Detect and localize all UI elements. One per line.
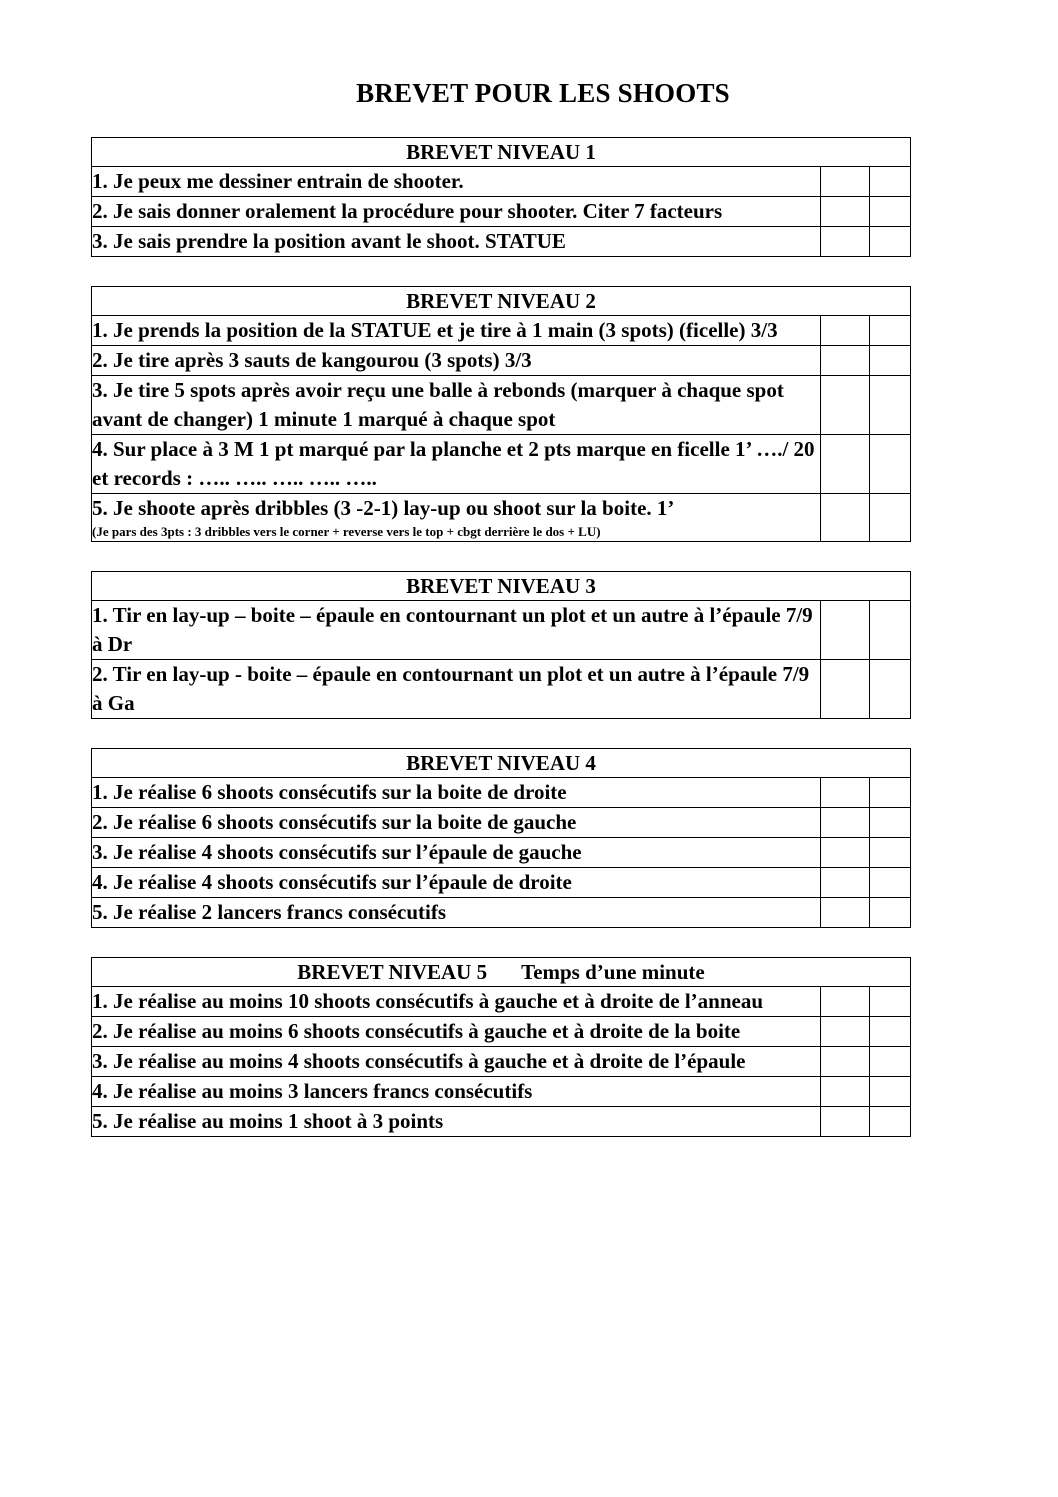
check-box[interactable] [821, 660, 870, 719]
item-text: 1. Tir en lay-up – boite – épaule en contournant un plot et un autre à l’épaule 7/9 à Dr [92, 601, 821, 660]
check-box[interactable] [870, 167, 911, 197]
table-row [92, 197, 911, 227]
item-text: 3. Je réalise au moins 4 shoots consécutifs à gauche et à droite de l’épaule [92, 1047, 821, 1077]
item-text: 4. Je réalise au moins 3 lancers francs consécutifs [92, 1077, 821, 1107]
check-box[interactable] [870, 227, 911, 257]
level-5-table [91, 957, 911, 1137]
check-box[interactable] [870, 898, 911, 928]
levels-container [91, 137, 911, 1166]
item-text: 3. Je sais prendre la position avant le shoot. STATUE [92, 227, 821, 257]
check-box[interactable] [870, 435, 911, 494]
check-box[interactable] [821, 227, 870, 257]
check-box[interactable] [870, 494, 911, 542]
check-box[interactable] [869, 987, 910, 1017]
check-box[interactable] [820, 987, 869, 1017]
check-box[interactable] [821, 346, 870, 376]
check-box[interactable] [821, 838, 870, 868]
item-text: 2. Tir en lay-up - boite – épaule en contournant un plot et un autre à l’épaule 7/9 à Ga [92, 660, 821, 719]
item-note: (Je pars des 3pts : 3 dribbles vers le corner + reverse vers le top + cbgt derrière le dos + LU) [92, 524, 601, 539]
check-box[interactable] [821, 868, 870, 898]
item-text: 2. Je sais donner oralement la procédure pour shooter. Citer 7 facteurs [92, 197, 821, 227]
level-header: BREVET NIVEAU 4 [92, 749, 911, 778]
item-cell [92, 494, 821, 542]
page-title: BREVET POUR LES SHOOTS [356, 78, 730, 108]
item-text: 2. Je réalise 6 shoots consécutifs sur la boite de gauche [92, 808, 821, 838]
table-row [92, 227, 911, 257]
check-box[interactable] [821, 197, 870, 227]
item-text: 5. Je réalise au moins 1 shoot à 3 points [92, 1107, 821, 1137]
check-box[interactable] [821, 778, 870, 808]
item-text: 3. Je tire 5 spots après avoir reçu une balle à rebonds (marquer à chaque spot avant de changer) 1 minute 1 marqué à chaque spot [92, 376, 821, 435]
check-box[interactable] [869, 1107, 910, 1137]
check-box[interactable] [870, 316, 911, 346]
item-text: 3. Je réalise 4 shoots consécutifs sur l’épaule de gauche [92, 838, 821, 868]
level-header-extra: Temps d’une minute [521, 960, 705, 984]
table-row [92, 346, 911, 376]
table-row [92, 987, 911, 1017]
level-2-table [91, 286, 911, 542]
level-4-table [91, 748, 911, 928]
item-text: 4. Je réalise 4 shoots consécutifs sur l’épaule de droite [92, 868, 821, 898]
item-text: 1. Je prends la position de la STATUE et je tire à 1 main (3 spots) (ficelle) 3/3 [92, 316, 821, 346]
table-row [92, 1017, 911, 1047]
table-row [92, 808, 911, 838]
level-header-title: BREVET NIVEAU 5 [297, 960, 488, 984]
check-box[interactable] [870, 601, 911, 660]
table-row [92, 376, 911, 435]
check-box[interactable] [821, 898, 870, 928]
table-row [92, 1047, 911, 1077]
check-box[interactable] [870, 778, 911, 808]
check-box[interactable] [870, 376, 911, 435]
check-box[interactable] [870, 868, 911, 898]
level-header: BREVET NIVEAU 1 [92, 138, 911, 167]
level-3-table [91, 571, 911, 719]
check-box[interactable] [821, 376, 870, 435]
item-text: 2. Je réalise au moins 6 shoots consécutifs à gauche et à droite de la boite [92, 1017, 821, 1047]
check-box[interactable] [869, 1047, 910, 1077]
item-text: 1. Je peux me dessiner entrain de shooter. [92, 167, 821, 197]
table-row [92, 601, 911, 660]
item-text: 5. Je réalise 2 lancers francs consécutifs [92, 898, 821, 928]
check-box[interactable] [870, 808, 911, 838]
table-row [92, 1077, 911, 1107]
check-box[interactable] [821, 808, 870, 838]
item-text: 4. Sur place à 3 M 1 pt marqué par la planche et 2 pts marque en ficelle 1’ …./ 20 et records : ….. ….. ….. ….. ….. [92, 435, 821, 494]
check-box[interactable] [870, 346, 911, 376]
table-row [92, 494, 911, 542]
table-row [92, 778, 911, 808]
check-box[interactable] [821, 435, 870, 494]
table-row [92, 1107, 911, 1137]
check-box[interactable] [821, 494, 870, 542]
item-text: 5. Je shoote après dribbles (3 -2-1) lay-up ou shoot sur la boite. 1’ [92, 496, 675, 520]
level-header [92, 958, 911, 987]
check-box[interactable] [870, 660, 911, 719]
table-row [92, 868, 911, 898]
level-header: BREVET NIVEAU 2 [92, 287, 911, 316]
check-box[interactable] [870, 838, 911, 868]
check-box[interactable] [820, 1047, 869, 1077]
check-box[interactable] [820, 1077, 869, 1107]
table-row [92, 167, 911, 197]
table-row [92, 660, 911, 719]
item-text: 2. Je tire après 3 sauts de kangourou (3 spots) 3/3 [92, 346, 821, 376]
item-text: 1. Je réalise au moins 10 shoots consécutifs à gauche et à droite de l’anneau [92, 987, 821, 1017]
check-box[interactable] [820, 1107, 869, 1137]
table-row [92, 435, 911, 494]
level-1-table [91, 137, 911, 257]
check-box[interactable] [821, 316, 870, 346]
item-text: 1. Je réalise 6 shoots consécutifs sur la boite de droite [92, 778, 821, 808]
check-box[interactable] [869, 1077, 910, 1107]
check-box[interactable] [870, 197, 911, 227]
check-box[interactable] [821, 167, 870, 197]
table-row [92, 898, 911, 928]
level-header: BREVET NIVEAU 3 [92, 572, 911, 601]
table-row [92, 316, 911, 346]
check-box[interactable] [820, 1017, 869, 1047]
check-box[interactable] [869, 1017, 910, 1047]
table-row [92, 838, 911, 868]
check-box[interactable] [821, 601, 870, 660]
